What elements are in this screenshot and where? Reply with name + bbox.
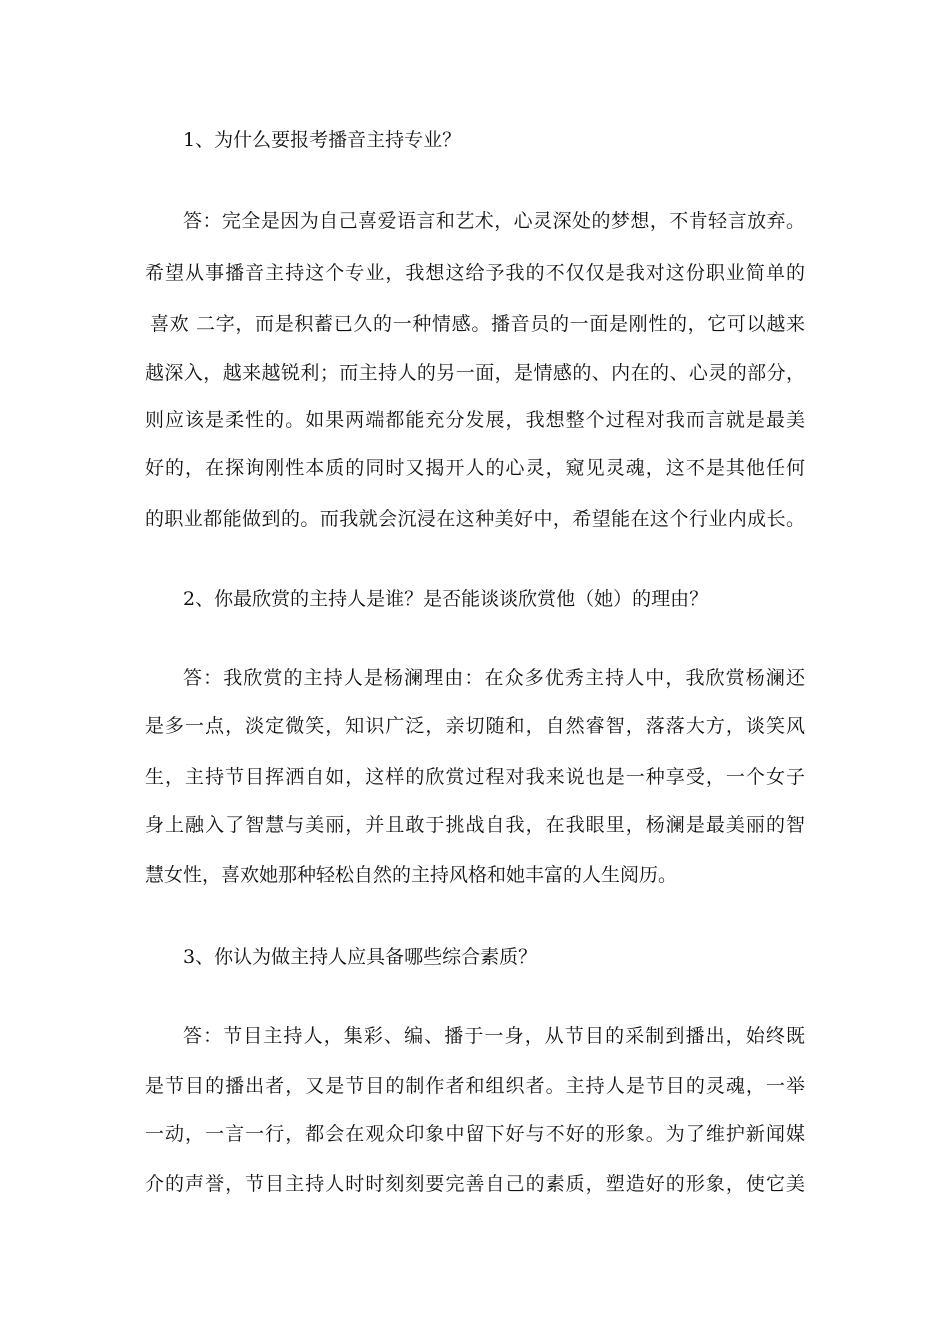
answer-line: 越深入，越来越锐利；而主持人的另一面，是情感的、内在的、心灵的部分， bbox=[145, 362, 805, 384]
answer-line: 是多一点，淡定微笑，知识广泛，亲切随和，自然睿智，落落大方，谈笑风 bbox=[145, 715, 805, 737]
answer-line: 喜欢 二字，而是积蓄已久的一种情感。播音员的一面是刚性的，它可以越来 bbox=[150, 313, 805, 335]
answer-line: 慧女性，喜欢她那种轻松自然的主持风格和她丰富的人生阅历。 bbox=[145, 864, 678, 886]
question-heading: 1、为什么要报考播音主持专业？ bbox=[183, 129, 462, 151]
answer-line: 生，主持节目挥洒自如，这样的欣赏过程对我来说也是一种享受，一个女子 bbox=[145, 766, 805, 788]
answer-line: 答：我欣赏的主持人是杨澜理由：在众多优秀主持人中，我欣赏杨澜还 bbox=[183, 667, 805, 689]
answer-line: 则应该是柔性的。如果两端都能充分发展，我想整个过程对我而言就是最美 bbox=[145, 409, 805, 431]
question-heading: 3、你认为做主持人应具备哪些综合素质？ bbox=[183, 946, 538, 968]
answer-line: 希望从事播音主持这个专业，我想这给予我的不仅仅是我对这份职业简单的 bbox=[145, 262, 805, 284]
answer-line: 介的声誉，节目主持人时时刻刻要完善自己的素质，塑造好的形象，使它美 bbox=[145, 1173, 805, 1195]
answer-line: 好的，在探询刚性本质的同时又揭开人的心灵，窥见灵魂，这不是其他任何 bbox=[145, 457, 805, 479]
answer-line: 一动，一言一行，都会在观众印象中留下好与不好的形象。为了维护新闻媒 bbox=[145, 1123, 805, 1145]
answer-line: 是节目的播出者，又是节目的制作者和组织者。主持人是节目的灵魂，一举 bbox=[145, 1075, 805, 1097]
answer-line: 答：完全是因为自己喜爱语言和艺术，心灵深处的梦想，不肯轻言放弃。 bbox=[183, 210, 805, 232]
question-heading: 2、你最欣赏的主持人是谁？是否能谈谈欣赏他（她）的理由？ bbox=[183, 588, 709, 610]
answer-line: 的职业都能做到的。而我就会沉浸在这种美好中，希望能在这个行业内成长。 bbox=[145, 508, 805, 530]
answer-line: 答：节目主持人，集彩、编、播于一身，从节目的采制到播出，始终既 bbox=[183, 1025, 805, 1047]
answer-line: 身上融入了智慧与美丽，并且敢于挑战自我，在我眼里，杨澜是最美丽的智 bbox=[145, 814, 805, 836]
